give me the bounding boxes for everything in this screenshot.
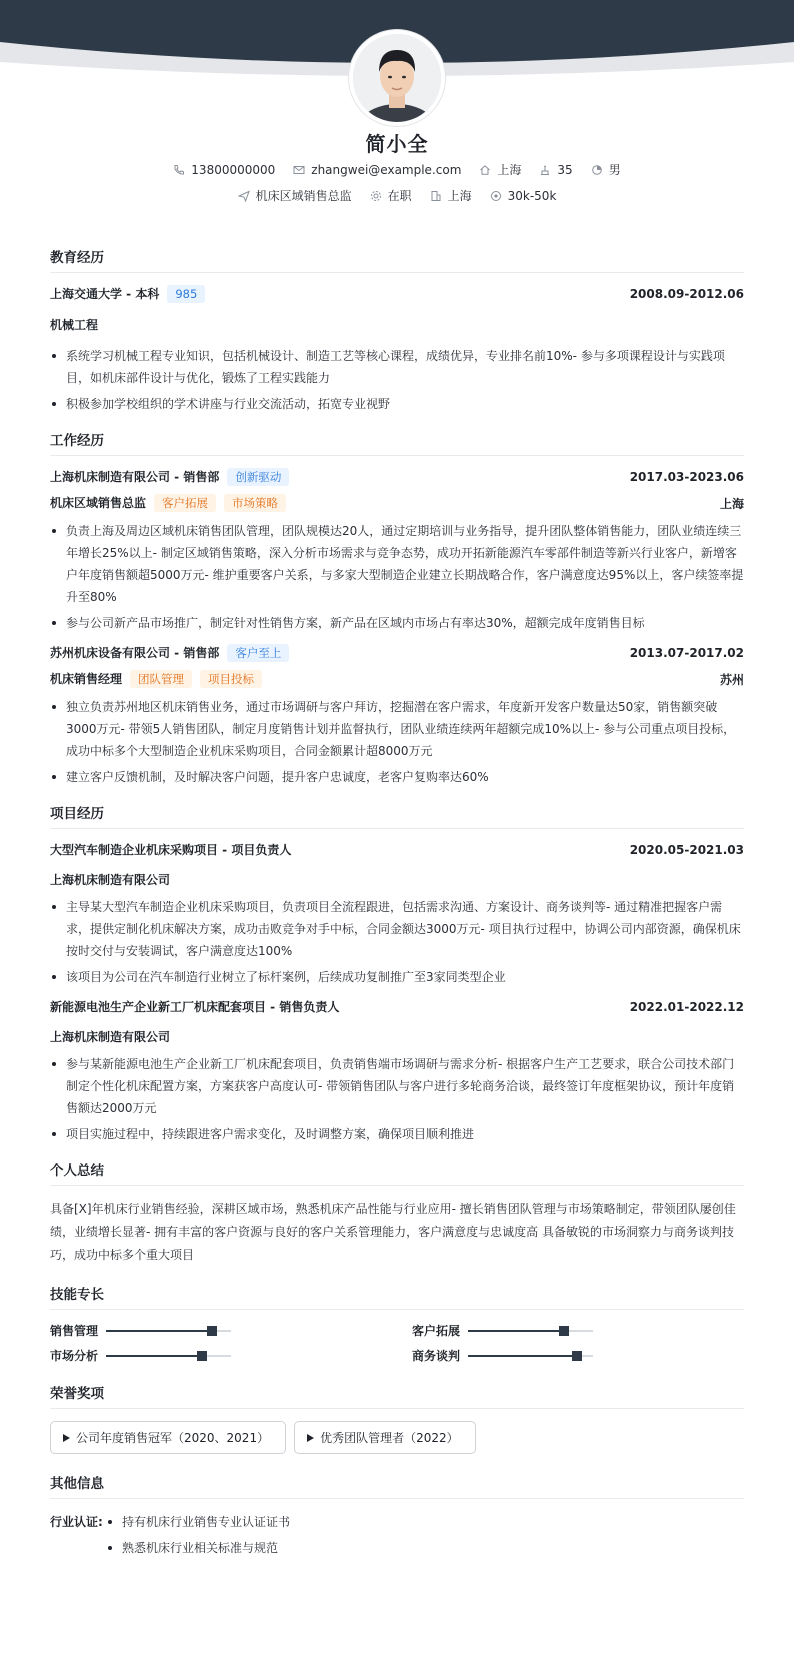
- work-company-row: [50, 644, 744, 662]
- contact-phone: 13800000000: [173, 163, 275, 177]
- skill-item: [50, 1347, 382, 1364]
- company-name: 苏州机床设备有限公司 - 销售部: [50, 646, 220, 660]
- project-name: 大型汽车制造企业机床采购项目 - 项目负责人: [50, 843, 292, 857]
- education-header: [50, 285, 744, 303]
- other-label: 行业认证:: [50, 1515, 103, 1529]
- skill-fill: [106, 1330, 212, 1332]
- gender-icon: [591, 164, 603, 176]
- building-icon: [430, 190, 442, 202]
- other-row: [50, 1511, 744, 1563]
- education-bullets: [50, 345, 744, 415]
- skill-bar: [106, 1355, 231, 1357]
- salary-icon: [490, 190, 502, 202]
- skill-knob: [197, 1351, 207, 1361]
- work-location: 苏州: [719, 672, 744, 687]
- company-name: 上海机床制造有限公司 - 销售部: [50, 470, 220, 484]
- company-tag: 创新驱动: [227, 468, 289, 486]
- project-entry: [50, 841, 744, 988]
- skill-fill: [468, 1330, 564, 1332]
- work-role-row: [50, 494, 744, 512]
- role-name: 机床销售经理: [50, 672, 123, 686]
- contact-email: zhangwei@example.com: [293, 163, 461, 177]
- age-icon: [539, 164, 551, 176]
- list-item: 主导某大型汽车制造企业机床采购项目，负责项目全流程跟进，包括需求沟通、方案设计、商务谈判等- 通过精准把握客户需求，提供定制化机床解决方案，成功击败竞争对手中标，合同金额达3000万元- 项目执行过程中，协调公司内部资源，确保机床按时交付与安装调试，客户满意度达100%: [50, 896, 744, 962]
- play-icon: [307, 1434, 314, 1442]
- skill-name: 商务谈判: [412, 1349, 461, 1363]
- job-row: [0, 187, 794, 204]
- award-item[interactable]: [294, 1421, 476, 1454]
- major: 机械工程: [50, 318, 99, 332]
- contact-row: [0, 161, 794, 178]
- list-item: 积极参加学校组织的学术讲座与行业交流活动，拓宽专业视野: [50, 393, 744, 415]
- project-bullets: [50, 896, 744, 988]
- list-item: 持有机床行业销售专业认证证书: [106, 1511, 290, 1533]
- skill-name: 客户拓展: [412, 1324, 461, 1338]
- contact-age: 35: [539, 163, 572, 177]
- work-company-row: [50, 468, 744, 486]
- play-icon: [63, 1434, 70, 1442]
- project-name: 新能源电池生产企业新工厂机床配套项目 - 销售负责人: [50, 1000, 340, 1014]
- award-label: 公司年度销售冠军（2020、2021）: [76, 1431, 270, 1445]
- project-date: 2022.01-2022.12: [629, 999, 744, 1014]
- school-name: 上海交通大学 - 本科: [50, 287, 160, 301]
- avatar: [349, 30, 445, 126]
- list-item: 负责上海及周边区域机床销售团队管理，团队规模达20人，通过定期培训与业务指导，提升团队整体销售能力，团队业绩连续三年增长25%以上- 制定区域销售策略，深入分析市场需求与竞争态势，成功开拓新能源汽车零部件制造等新兴行业客户，新增客户年度销售额超5000万元- 维护重要客户关系，与多家大型制造企业建立长期战略合作，客户满意度达95%以上，客户续签率提升至80%: [50, 520, 744, 608]
- skill-bar: [468, 1330, 593, 1332]
- list-item: 独立负责苏州地区机床销售业务，通过市场调研与客户拜访，挖掘潜在客户需求，年度新开发客户数量达50家，销售额突破3000万元- 带领5人销售团队，制定月度销售计划并监督执行，团队业绩连续两年超额完成10%以上- 参与公司重点项目投标，成功中标多个大型制造企业机床采购项目，合同金额累计超8000万元: [50, 696, 744, 762]
- education-section: [50, 246, 744, 415]
- awards-section: [50, 1382, 744, 1454]
- section-title: 荣誉奖项: [50, 1382, 744, 1409]
- awards-list: [50, 1421, 744, 1454]
- work-bullets: [50, 696, 744, 788]
- work-bullets: [50, 520, 744, 634]
- section-title: 教育经历: [50, 246, 744, 273]
- award-label: 优秀团队管理者（2022）: [320, 1431, 459, 1445]
- education-date: 2008.09-2012.06: [629, 287, 744, 301]
- resume-content: [50, 246, 744, 1573]
- skill-name: 市场分析: [50, 1349, 99, 1363]
- skill-knob: [572, 1351, 582, 1361]
- section-title: 工作经历: [50, 429, 744, 456]
- list-item: 建立客户反馈机制，及时解决客户问题，提升客户忠诚度，老客户复购率达60%: [50, 766, 744, 788]
- skill-fill: [468, 1355, 577, 1357]
- list-item: 参与某新能源电池生产企业新工厂机床配套项目，负责销售端市场调研与需求分析- 根据客户生产工艺要求，联合公司技术部门制定个性化机床配置方案，方案获客户高度认可- 带领销售团队与客户进行多轮商务洽谈，最终签订年度框架协议，预计年度销售额达2000万元: [50, 1053, 744, 1119]
- send-icon: [238, 190, 250, 202]
- summary-section: [50, 1159, 744, 1267]
- candidate-name: 简小全: [365, 132, 429, 156]
- work-role-row: [50, 670, 744, 688]
- work-entry: [50, 644, 744, 788]
- skill-bar: [468, 1355, 593, 1357]
- skill-item: [412, 1347, 744, 1364]
- other-section: [50, 1472, 744, 1563]
- summary-text: 具备[X]年机床行业销售经验，深耕区域市场，熟悉机床产品性能与行业应用- 擅长销售团队管理与市场策略制定，带领团队屡创佳绩，业绩增长显著- 拥有丰富的客户资源与良好的客户关系管理能力，客户满意度与忠诚度高 具备敏锐的市场洞察力与商务谈判技巧，成功中标多个重大项目: [50, 1202, 736, 1262]
- company-tag: 客户至上: [227, 644, 289, 662]
- work-location: 上海: [719, 496, 744, 511]
- job-salary: 30k-50k: [490, 189, 557, 203]
- section-title: 其他信息: [50, 1472, 744, 1499]
- project-entry: [50, 998, 744, 1145]
- project-date: 2020.05-2021.03: [629, 842, 744, 857]
- project-org: 上海机床制造有限公司: [50, 873, 171, 887]
- work-section: [50, 429, 744, 788]
- skill-item: [412, 1322, 744, 1339]
- contact-city: 上海: [479, 161, 521, 178]
- skill-fill: [106, 1355, 202, 1357]
- job-status: 在职: [370, 187, 412, 204]
- project-header: [50, 841, 744, 858]
- school-tag: 985: [167, 285, 205, 303]
- list-item: 项目实施过程中，持续跟进客户需求变化，及时调整方案，确保项目顺利推进: [50, 1123, 744, 1145]
- job-city: 上海: [430, 187, 472, 204]
- phone-icon: [173, 164, 185, 176]
- role-tag: 团队管理: [130, 670, 192, 688]
- list-item: 参与公司新产品市场推广，制定针对性销售方案，新产品在区域内市场占有率达30%，超额完成年度销售目标: [50, 612, 744, 634]
- project-org: 上海机床制造有限公司: [50, 1030, 171, 1044]
- project-header: [50, 998, 744, 1015]
- skill-knob: [207, 1326, 217, 1336]
- list-item: 系统学习机械工程专业知识，包括机械设计、制造工艺等核心课程，成绩优异，专业排名前10%- 参与多项课程设计与实践项目，如机床部件设计与优化，锻炼了工程实践能力: [50, 345, 744, 389]
- home-icon: [479, 164, 491, 176]
- skills-section: [50, 1283, 744, 1364]
- project-bullets: [50, 1053, 744, 1145]
- work-date: 2017.03-2023.06: [629, 470, 744, 484]
- list-item: 熟悉机床行业相关标准与规范: [106, 1537, 290, 1559]
- section-title: 项目经历: [50, 802, 744, 829]
- other-bullets: [106, 1511, 290, 1559]
- skill-bar: [106, 1330, 231, 1332]
- role-tag: 客户拓展: [154, 494, 216, 512]
- contact-gender: 男: [591, 161, 621, 178]
- work-entry: [50, 468, 744, 634]
- role-tag: 项目投标: [200, 670, 262, 688]
- skill-knob: [559, 1326, 569, 1336]
- skills-grid: [50, 1322, 744, 1364]
- list-item: 该项目为公司在汽车制造行业树立了标杆案例，后续成功复制推广至3家同类型企业: [50, 966, 744, 988]
- job-title: 机床区域销售总监: [238, 187, 352, 204]
- award-item[interactable]: [50, 1421, 286, 1454]
- role-name: 机床区域销售总监: [50, 496, 147, 510]
- skill-item: [50, 1322, 382, 1339]
- status-icon: [370, 190, 382, 202]
- email-icon: [293, 164, 305, 176]
- section-title: 技能专长: [50, 1283, 744, 1310]
- projects-section: [50, 802, 744, 1145]
- role-tag: 市场策略: [224, 494, 286, 512]
- section-title: 个人总结: [50, 1159, 744, 1186]
- skill-name: 销售管理: [50, 1324, 99, 1338]
- other-list: [106, 1511, 290, 1563]
- work-date: 2013.07-2017.02: [629, 646, 744, 660]
